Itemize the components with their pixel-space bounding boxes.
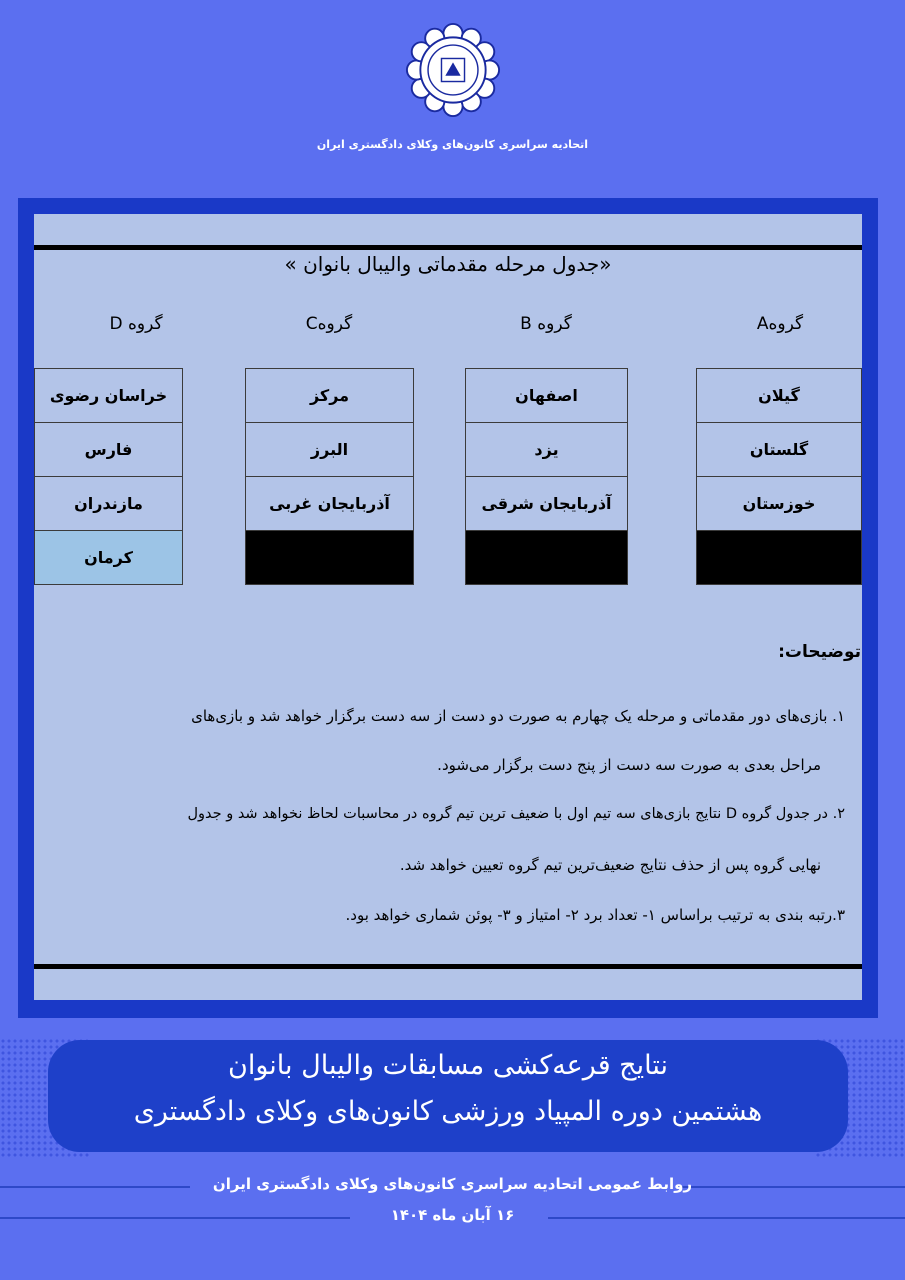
organization-name: اتحادیه سراسری کانون‌های وکلای دادگستری ایران xyxy=(316,138,589,151)
footer-public-relations: روابط عمومی اتحادیه سراسری کانون‌های وکلای دادگستری ایران xyxy=(212,1175,693,1193)
group-a-label: گروهA xyxy=(756,314,804,334)
table-cell-team: یزد xyxy=(466,423,628,477)
note-line-1: ۱. بازی‌های دور مقدماتی و مرحله یک چهارم به صورت دو دست از سه دست برگزار خواهد شد و بازی‌های xyxy=(191,707,845,725)
group-b-label: گروه B xyxy=(520,314,572,334)
group-b-table xyxy=(465,368,628,585)
notes-heading: توضیحات: xyxy=(778,642,861,662)
group-a-table xyxy=(696,368,862,585)
table-cell-team: گلستان xyxy=(697,423,862,477)
banner-title-line-1: نتایج قرعه‌کشی مسابقات والیبال بانوان xyxy=(227,1050,669,1081)
note-line-4: نهایی گروه پس از حذف نتایج ضعیف‌ترین تیم گروه تعیین خواهد شد. xyxy=(399,856,821,874)
note-line-2: مراحل بعدی به صورت سه دست از پنج دست برگزار می‌شود. xyxy=(437,756,821,774)
top-divider xyxy=(34,245,862,250)
note-line-5: ۳.رتبه بندی به ترتیب براساس ۱- تعداد برد ۲- امتیاز و ۳- پوئن شماری خواهد بود. xyxy=(345,906,845,924)
note-line-3: ۲. در جدول گروه D نتایج بازی‌های سه تیم اول با ضعیف ترین تیم گروه در محاسبات لحاظ نخواهد شد و جدول xyxy=(187,806,845,822)
table-cell-team: فارس xyxy=(35,423,183,477)
sheet-title: «جدول مرحله مقدماتی والیبال بانوان » xyxy=(284,252,612,276)
table-cell-team: اصفهان xyxy=(466,369,628,423)
table-cell-empty xyxy=(697,531,862,585)
table-cell-team: خوزستان xyxy=(697,477,862,531)
group-d-table xyxy=(34,368,183,585)
table-cell-empty xyxy=(246,531,414,585)
table-cell-team: آذربایجان شرقی xyxy=(466,477,628,531)
table-cell-team: آذربایجان غربی xyxy=(246,477,414,531)
table-cell-team: کرمان xyxy=(35,531,183,585)
table-cell-team: خراسان رضوی xyxy=(35,369,183,423)
title-banner xyxy=(48,1040,848,1152)
group-c-table xyxy=(245,368,414,585)
bottom-divider xyxy=(34,964,862,969)
table-cell-team: البرز xyxy=(246,423,414,477)
table-cell-team: مرکز xyxy=(246,369,414,423)
table-cell-team: گیلان xyxy=(697,369,862,423)
group-c-label: گروهC xyxy=(305,314,353,334)
banner-title-line-2: هشتمین دوره المپیاد ورزشی کانون‌های وکلای دادگستری xyxy=(133,1096,763,1127)
bar-association-seal-icon xyxy=(405,22,501,118)
group-d-label: گروه D xyxy=(109,314,163,334)
table-cell-team: مازندران xyxy=(35,477,183,531)
footer-date: ۱۶ آبان ماه ۱۴۰۴ xyxy=(390,1206,515,1224)
logo-container xyxy=(0,22,905,118)
table-cell-empty xyxy=(466,531,628,585)
